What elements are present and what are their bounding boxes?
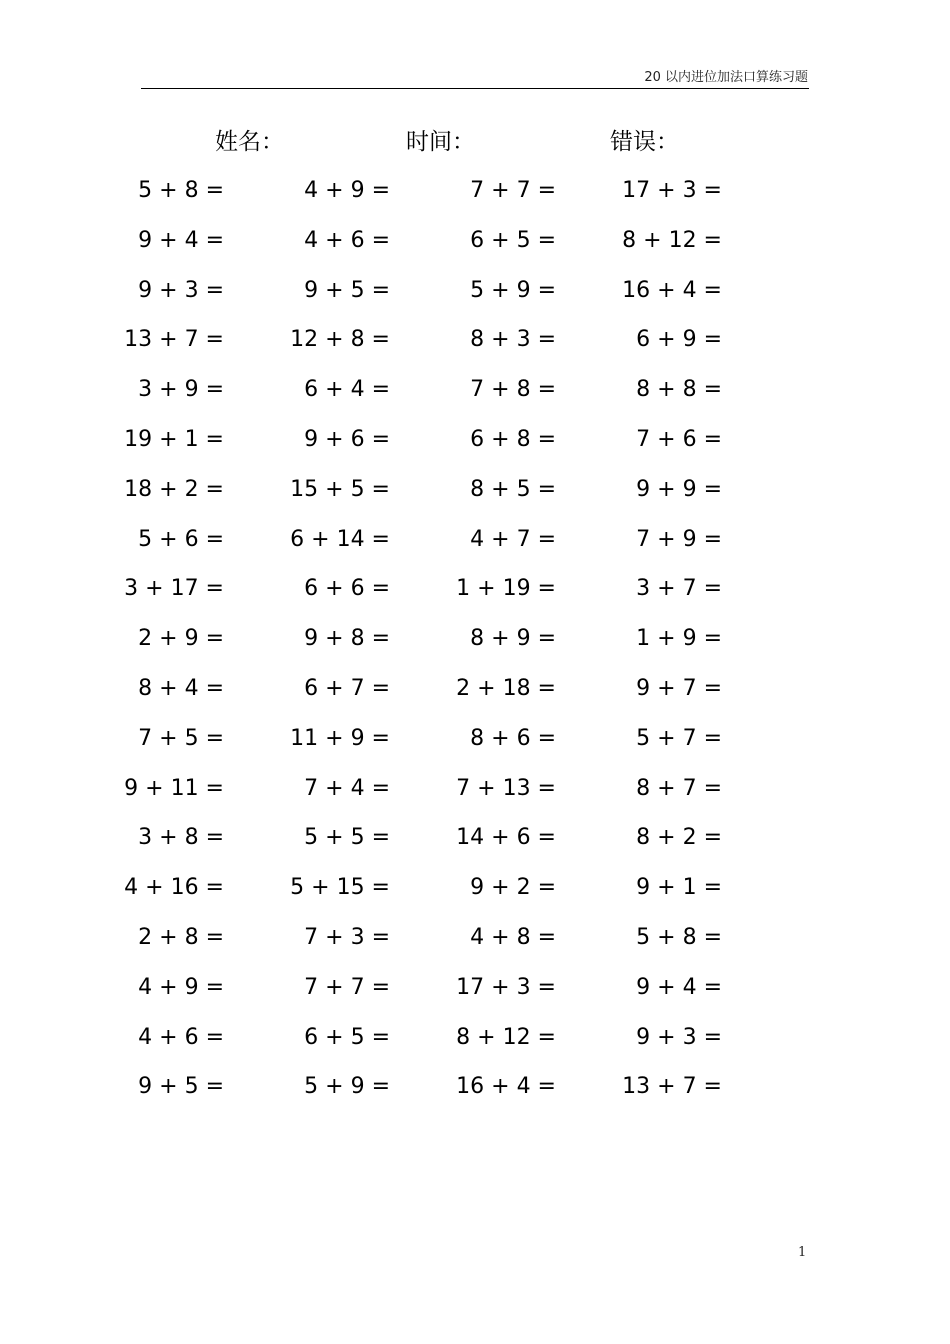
problem: 5 + 8 = (636, 924, 722, 950)
problem-row (0, 471, 950, 521)
problem: 14 + 6 = (456, 825, 556, 851)
problem: 12 + 8 = (290, 327, 390, 353)
problem: 2 + 9 = (138, 626, 224, 652)
problem: 11 + 9 = (290, 725, 390, 751)
problem-row (0, 521, 950, 571)
problem: 9 + 8 = (304, 626, 390, 652)
problem: 8 + 2 = (636, 825, 722, 851)
problem: 13 + 7 = (622, 1074, 722, 1100)
problem: 7 + 5 = (138, 725, 224, 751)
page-number: 1 (798, 1245, 807, 1260)
problem: 4 + 8 = (470, 924, 556, 950)
problem-row (0, 620, 950, 670)
problem: 8 + 5 = (470, 476, 556, 502)
problem: 6 + 8 = (470, 426, 556, 452)
problem-row (0, 371, 950, 421)
problem: 18 + 2 = (124, 476, 224, 502)
problem: 9 + 3 = (636, 1024, 722, 1050)
problem: 9 + 7 = (636, 675, 722, 701)
problem: 2 + 8 = (138, 924, 224, 950)
problem-row (0, 770, 950, 820)
problem: 6 + 5 = (470, 227, 556, 253)
problem-row (0, 670, 950, 720)
problem: 8 + 12 = (456, 1024, 556, 1050)
name-label: 姓名： (215, 129, 284, 155)
problem: 2 + 18 = (456, 675, 556, 701)
header-title: 20 以内进位加法口算练习题 (644, 70, 808, 85)
problem-row (0, 172, 950, 222)
problem: 4 + 6 = (304, 227, 390, 253)
problem: 17 + 3 = (622, 178, 722, 203)
problem: 4 + 9 = (138, 974, 224, 1000)
problem: 7 + 4 = (304, 775, 390, 801)
problem: 8 + 12 = (622, 227, 722, 253)
problem-row (0, 421, 950, 471)
problem: 7 + 13 = (456, 775, 556, 801)
problem-row (0, 919, 950, 969)
problem: 4 + 16 = (124, 875, 224, 901)
problem: 6 + 4 = (304, 377, 390, 403)
problem: 5 + 9 = (470, 277, 556, 303)
problem: 6 + 5 = (304, 1024, 390, 1050)
problem: 9 + 1 = (636, 875, 722, 901)
problem: 7 + 8 = (470, 377, 556, 403)
problem-row (0, 570, 950, 620)
problem-row (0, 819, 950, 869)
problem: 4 + 6 = (138, 1024, 224, 1050)
problem-row (0, 272, 950, 322)
problem: 7 + 7 = (304, 974, 390, 1000)
problem: 1 + 19 = (456, 576, 556, 602)
problem: 4 + 9 = (304, 178, 390, 203)
problem: 9 + 11 = (124, 775, 224, 801)
problem-row (0, 321, 950, 371)
problem-grid (0, 172, 950, 1118)
problem: 8 + 7 = (636, 775, 722, 801)
problem: 9 + 4 = (636, 974, 722, 1000)
problem-row (0, 720, 950, 770)
problem: 9 + 3 = (138, 277, 224, 303)
problem-row (0, 1068, 950, 1118)
problem-row (0, 1019, 950, 1069)
problem: 9 + 2 = (470, 875, 556, 901)
info-fields (0, 126, 950, 160)
problem: 5 + 6 = (138, 526, 224, 552)
problem: 9 + 6 = (304, 426, 390, 452)
problem: 16 + 4 = (456, 1074, 556, 1100)
problem: 6 + 9 = (636, 327, 722, 353)
problem: 16 + 4 = (622, 277, 722, 303)
problem: 8 + 9 = (470, 626, 556, 652)
problem: 5 + 9 = (304, 1074, 390, 1100)
problem: 3 + 9 = (138, 377, 224, 403)
problem: 3 + 7 = (636, 576, 722, 602)
problem: 3 + 17 = (124, 576, 224, 602)
problem: 7 + 6 = (636, 426, 722, 452)
problem: 7 + 9 = (636, 526, 722, 552)
problem: 3 + 8 = (138, 825, 224, 851)
problem-row (0, 869, 950, 919)
problem: 5 + 7 = (636, 725, 722, 751)
problem: 9 + 5 = (304, 277, 390, 303)
problem: 8 + 8 = (636, 377, 722, 403)
problem: 4 + 7 = (470, 526, 556, 552)
problem: 8 + 3 = (470, 327, 556, 353)
problem: 6 + 14 = (290, 526, 390, 552)
problem: 9 + 4 = (138, 227, 224, 253)
problem: 19 + 1 = (124, 426, 224, 452)
problem-row (0, 222, 950, 272)
problem: 15 + 5 = (290, 476, 390, 502)
problem: 6 + 7 = (304, 675, 390, 701)
problem: 7 + 3 = (304, 924, 390, 950)
problem: 9 + 9 = (636, 476, 722, 502)
problem: 17 + 3 = (456, 974, 556, 1000)
problem: 8 + 6 = (470, 725, 556, 751)
problem: 5 + 15 = (290, 875, 390, 901)
problem: 9 + 5 = (138, 1074, 224, 1100)
problem: 8 + 4 = (138, 675, 224, 701)
problem: 13 + 7 = (124, 327, 224, 353)
problem: 5 + 8 = (138, 178, 224, 203)
problem: 1 + 9 = (636, 626, 722, 652)
errors-label: 错误： (610, 129, 679, 155)
time-label: 时间： (406, 129, 475, 155)
header-divider (141, 88, 809, 89)
problem: 5 + 5 = (304, 825, 390, 851)
problem: 6 + 6 = (304, 576, 390, 602)
problem-row (0, 969, 950, 1019)
problem: 7 + 7 = (470, 178, 556, 203)
